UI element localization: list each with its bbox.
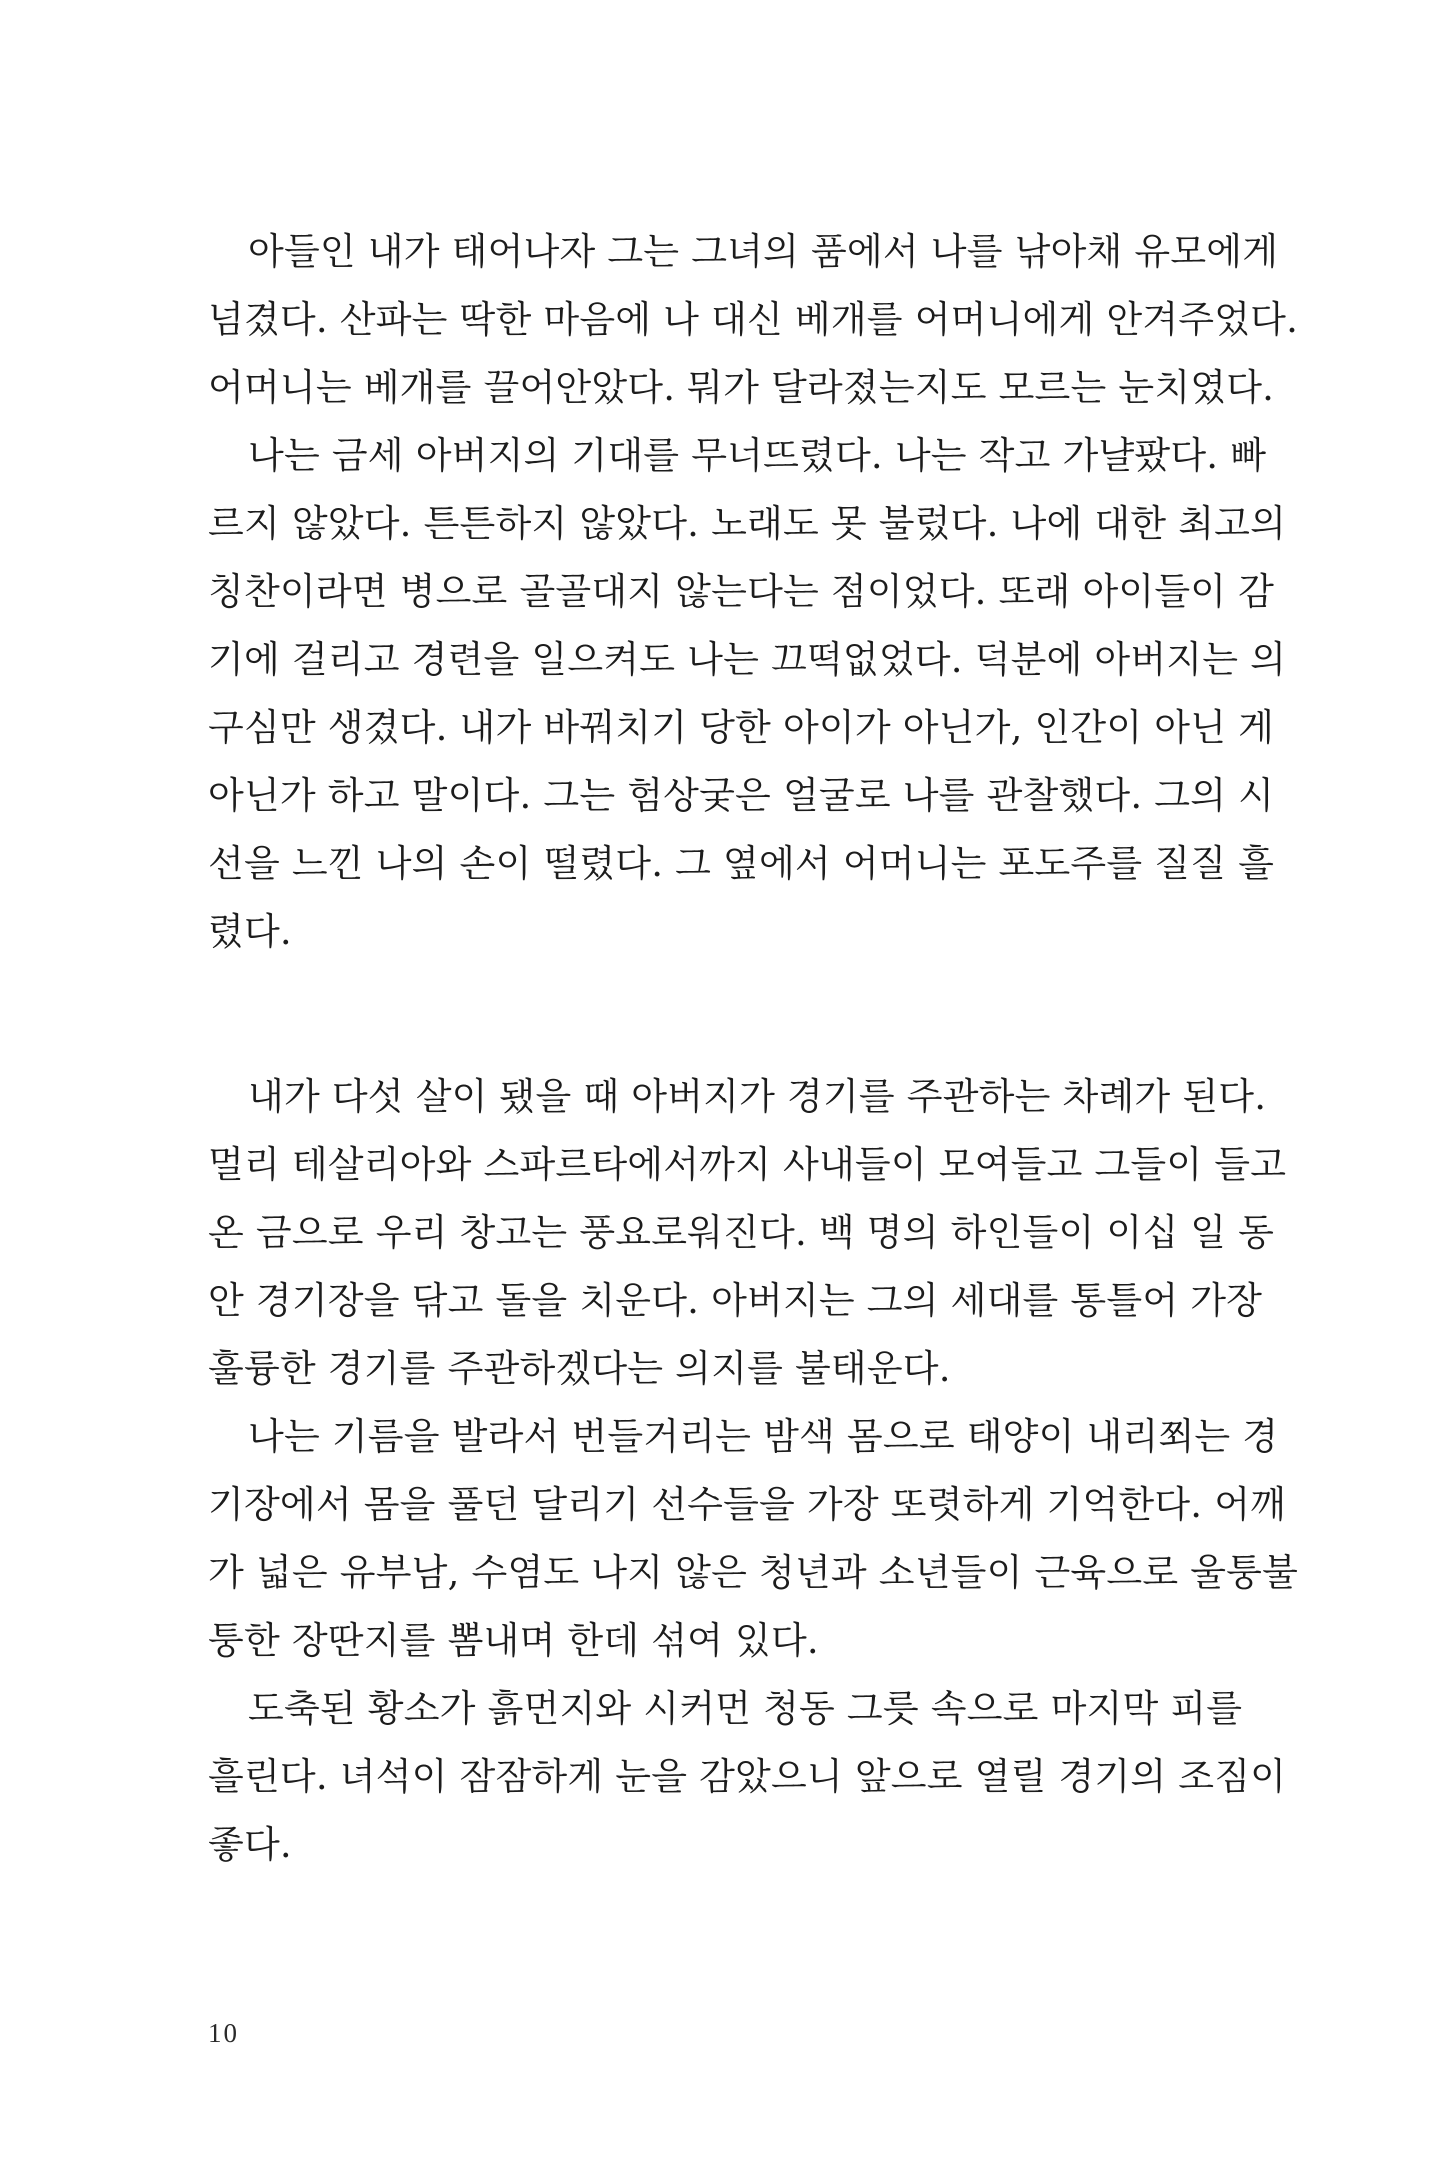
text-line: 퉁한 장딴지를 뽐내며 한데 섞여 있다. xyxy=(208,1619,819,1662)
text-line: 내가 다섯 살이 됐을 때 아버지가 경기를 주관하는 차례가 된다. xyxy=(248,1075,1267,1118)
text-line: 선을 느낀 나의 손이 떨렸다. 그 옆에서 어머니는 포도주를 질질 흘 xyxy=(208,842,1275,885)
text-line: 렸다. xyxy=(208,910,292,953)
text-line: 도축된 황소가 흙먼지와 시커먼 청동 그릇 속으로 마지막 피를 xyxy=(248,1687,1243,1730)
text-line: 칭찬이라면 병으로 골골대지 않는다는 점이었다. 또래 아이들이 감 xyxy=(208,570,1275,613)
text-line: 기에 걸리고 경련을 일으켜도 나는 끄떡없었다. 덕분에 아버지는 의 xyxy=(208,638,1287,681)
text-line: 기장에서 몸을 풀던 달리기 선수들을 가장 또렷하게 기억한다. 어깨 xyxy=(208,1483,1287,1526)
text-line: 아닌가 하고 말이다. 그는 험상궂은 얼굴로 나를 관찰했다. 그의 시 xyxy=(208,774,1275,817)
text-line: 아들인 내가 태어나자 그는 그녀의 품에서 나를 낚아채 유모에게 xyxy=(248,230,1279,273)
text-line: 가 넓은 유부남, 수염도 나지 않은 청년과 소년들이 근육으로 울퉁불 xyxy=(208,1551,1299,1594)
text-line: 흘린다. 녀석이 잠잠하게 눈을 감았으니 앞으로 열릴 경기의 조짐이 xyxy=(208,1755,1287,1798)
text-line: 구심만 생겼다. 내가 바꿔치기 당한 아이가 아닌가, 인간이 아닌 게 xyxy=(208,706,1275,749)
text-block-1 xyxy=(208,218,1299,966)
text-line: 온 금으로 우리 창고는 풍요로워진다. 백 명의 하인들이 이십 일 동 xyxy=(208,1211,1275,1254)
text-line: 좋다. xyxy=(208,1823,292,1866)
text-line: 안 경기장을 닦고 돌을 치운다. 아버지는 그의 세대를 통틀어 가장 xyxy=(208,1279,1263,1322)
text-line: 멀리 테살리아와 스파르타에서까지 사내들이 모여들고 그들이 들고 xyxy=(208,1143,1287,1186)
text-line: 나는 기름을 발라서 번들거리는 밤색 몸으로 태양이 내리쬐는 경 xyxy=(248,1415,1279,1458)
page-number: 10 xyxy=(208,2018,239,2048)
text-line: 어머니는 베개를 끌어안았다. 뭐가 달라졌는지도 모르는 눈치였다. xyxy=(208,366,1275,409)
text-line: 나는 금세 아버지의 기대를 무너뜨렸다. 나는 작고 가냘팠다. 빠 xyxy=(248,434,1267,477)
text-line: 르지 않았다. 튼튼하지 않았다. 노래도 못 불렀다. 나에 대한 최고의 xyxy=(208,502,1287,545)
text-line: 훌륭한 경기를 주관하겠다는 의지를 불태운다. xyxy=(208,1347,951,1390)
text-line: 넘겼다. 산파는 딱한 마음에 나 대신 베개를 어머니에게 안겨주었다. xyxy=(208,298,1299,341)
text-block-2 xyxy=(208,1063,1299,1879)
